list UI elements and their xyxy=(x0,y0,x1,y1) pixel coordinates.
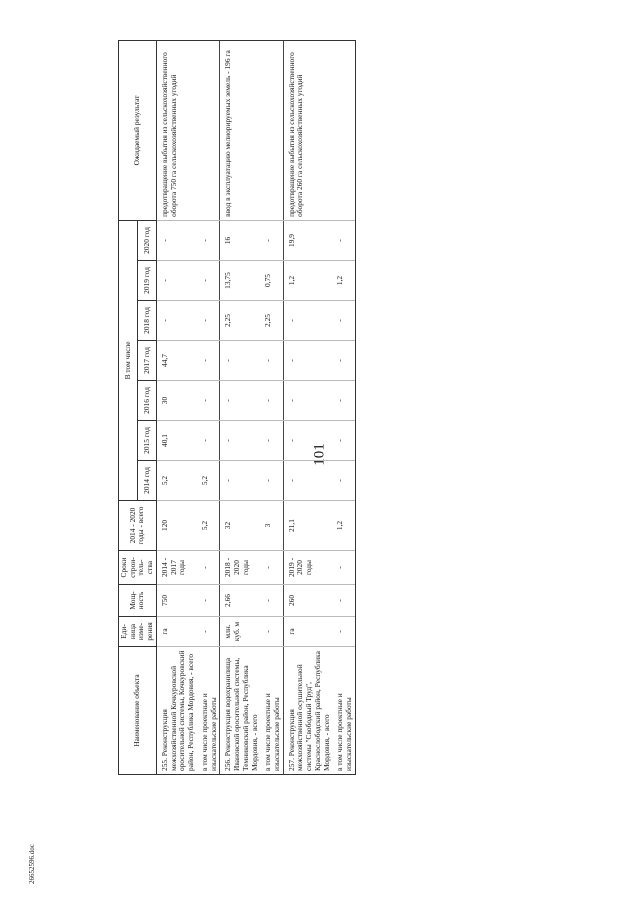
cell-y2016: 30 xyxy=(156,381,199,421)
cell-y2019: 1,2 xyxy=(283,261,335,301)
cell-y2017: 44,7 xyxy=(156,341,199,381)
cell-y2014: - xyxy=(263,461,283,501)
cell-period: - xyxy=(263,551,283,585)
investment-table xyxy=(118,40,356,775)
cell-name: в том числе проектные и изыскательские работы xyxy=(263,647,283,775)
cell-y2016: - xyxy=(335,381,355,421)
cell-result: предотвращение выбытия из сельскохозяйственного оборота 750 га сельскохозяйственных угодий xyxy=(156,40,199,220)
cell-y2015: - xyxy=(335,421,355,461)
cell-result xyxy=(335,40,355,220)
subtotal-row xyxy=(335,40,355,774)
cell-y2014: 5,2 xyxy=(200,461,220,501)
cell-unit: - xyxy=(335,617,355,647)
cell-y2015: - xyxy=(283,421,335,461)
cell-y2018: - xyxy=(283,301,335,341)
cell-period: 2019 - 2020 годы xyxy=(283,551,335,585)
cell-period: - xyxy=(200,551,220,585)
header-2015: 2015 год xyxy=(137,421,156,461)
header-including: В том числе xyxy=(119,220,138,500)
cell-y2014: - xyxy=(220,461,263,501)
header-2018: 2018 год xyxy=(137,301,156,341)
cell-y2020: - xyxy=(263,220,283,260)
header-2017: 2017 год xyxy=(137,341,156,381)
cell-period: - xyxy=(335,551,355,585)
cell-y2020: 19,9 xyxy=(283,220,335,260)
cell-capacity: 750 xyxy=(156,585,199,617)
cell-unit: га xyxy=(283,617,335,647)
cell-capacity: 260 xyxy=(283,585,335,617)
cell-y2016: - xyxy=(200,381,220,421)
cell-name: в том числе проектные и изыскательские работы xyxy=(335,647,355,775)
cell-y2016: - xyxy=(283,381,335,421)
header-2016: 2016 год xyxy=(137,381,156,421)
cell-y2017: - xyxy=(283,341,335,381)
cell-y2018: - xyxy=(156,301,199,341)
cell-y2015: - xyxy=(200,421,220,461)
cell-y2019: 1,2 xyxy=(335,261,355,301)
cell-y2014: - xyxy=(335,461,355,501)
cell-capacity: 2,66 xyxy=(220,585,263,617)
cell-total: 120 xyxy=(156,501,199,551)
cell-result xyxy=(200,40,220,220)
subtotal-row xyxy=(263,40,283,774)
cell-name: 255. Реконструкция межхозяйственной Кочкуровской оросительной системы, Кочкуровский район, Республика Мордовия, - всего xyxy=(156,647,199,775)
cell-y2017: - xyxy=(263,341,283,381)
header-name: Наименование объекта xyxy=(119,647,157,775)
cell-y2020: 16 xyxy=(220,220,263,260)
header-period: Сроки строи-тель-ства xyxy=(119,551,157,585)
cell-y2017: - xyxy=(335,341,355,381)
document-file-code: 26652596.doc xyxy=(28,844,36,884)
cell-name: в том числе проектные и изыскательские работы xyxy=(200,647,220,775)
cell-unit: - xyxy=(263,617,283,647)
subtotal-row xyxy=(200,40,220,774)
cell-unit: - xyxy=(200,617,220,647)
header-total: 2014 - 2020 годы - всего xyxy=(119,501,157,551)
cell-total: 3 xyxy=(263,501,283,551)
cell-y2015: - xyxy=(220,421,263,461)
cell-y2018: 2,25 xyxy=(263,301,283,341)
cell-period: 2014 - 2017 годы xyxy=(156,551,199,585)
cell-y2014: - xyxy=(283,461,335,501)
header-unit: Еди-ница изме-рения xyxy=(119,617,157,647)
page-number: 101 xyxy=(311,443,328,466)
header-2014: 2014 год xyxy=(137,461,156,501)
cell-total: 32 xyxy=(220,501,263,551)
cell-result: предотвращение выбытия из сельскохозяйственного оборота 260 га сельскохозяйственных угодий xyxy=(283,40,335,220)
cell-result: ввод в эксплуатацию мелиорируемых земель - 196 га xyxy=(220,40,263,220)
cell-unit: млн. куб. м xyxy=(220,617,263,647)
cell-y2014: 5,2 xyxy=(156,461,199,501)
cell-total: 5,2 xyxy=(200,501,220,551)
object-row xyxy=(220,40,263,774)
cell-y2017: - xyxy=(200,341,220,381)
cell-period: 2018 - 2020 годы xyxy=(220,551,263,585)
cell-capacity: - xyxy=(200,585,220,617)
cell-y2020: - xyxy=(156,220,199,260)
cell-y2019: 0,75 xyxy=(263,261,283,301)
cell-y2015: 40,1 xyxy=(156,421,199,461)
cell-y2015: - xyxy=(263,421,283,461)
cell-y2020: - xyxy=(200,220,220,260)
cell-y2019: - xyxy=(156,261,199,301)
cell-y2019: 13,75 xyxy=(220,261,263,301)
cell-y2018: - xyxy=(200,301,220,341)
cell-y2018: - xyxy=(335,301,355,341)
cell-y2020: - xyxy=(335,220,355,260)
cell-name: 256. Реконструкция водохранилища Ивановской оросительной системы, Темниковский район, Республика Мордовия, - всего xyxy=(220,647,263,775)
cell-y2019: - xyxy=(200,261,220,301)
header-capacity: Мощ-ность xyxy=(119,585,157,617)
header-row-1 xyxy=(119,40,138,774)
cell-unit: га xyxy=(156,617,199,647)
cell-y2016: - xyxy=(263,381,283,421)
cell-total: 21,1 xyxy=(283,501,335,551)
cell-capacity: - xyxy=(335,585,355,617)
header-result: Ожидаемый результат xyxy=(119,40,157,220)
object-row xyxy=(283,40,335,774)
cell-result xyxy=(263,40,283,220)
object-row xyxy=(156,40,199,774)
header-2020: 2020 год xyxy=(137,220,156,260)
cell-y2018: 2,25 xyxy=(220,301,263,341)
cell-capacity: - xyxy=(263,585,283,617)
cell-name: 257. Реконструкция межхозяйственной осушительной системы "Свободный Труд", Краснослободский район, Республика Мордовия, - всего xyxy=(283,647,335,775)
cell-total: 1,2 xyxy=(335,501,355,551)
cell-y2017: - xyxy=(220,341,263,381)
cell-y2016: - xyxy=(220,381,263,421)
table-body xyxy=(156,40,355,774)
header-2019: 2019 год xyxy=(137,261,156,301)
